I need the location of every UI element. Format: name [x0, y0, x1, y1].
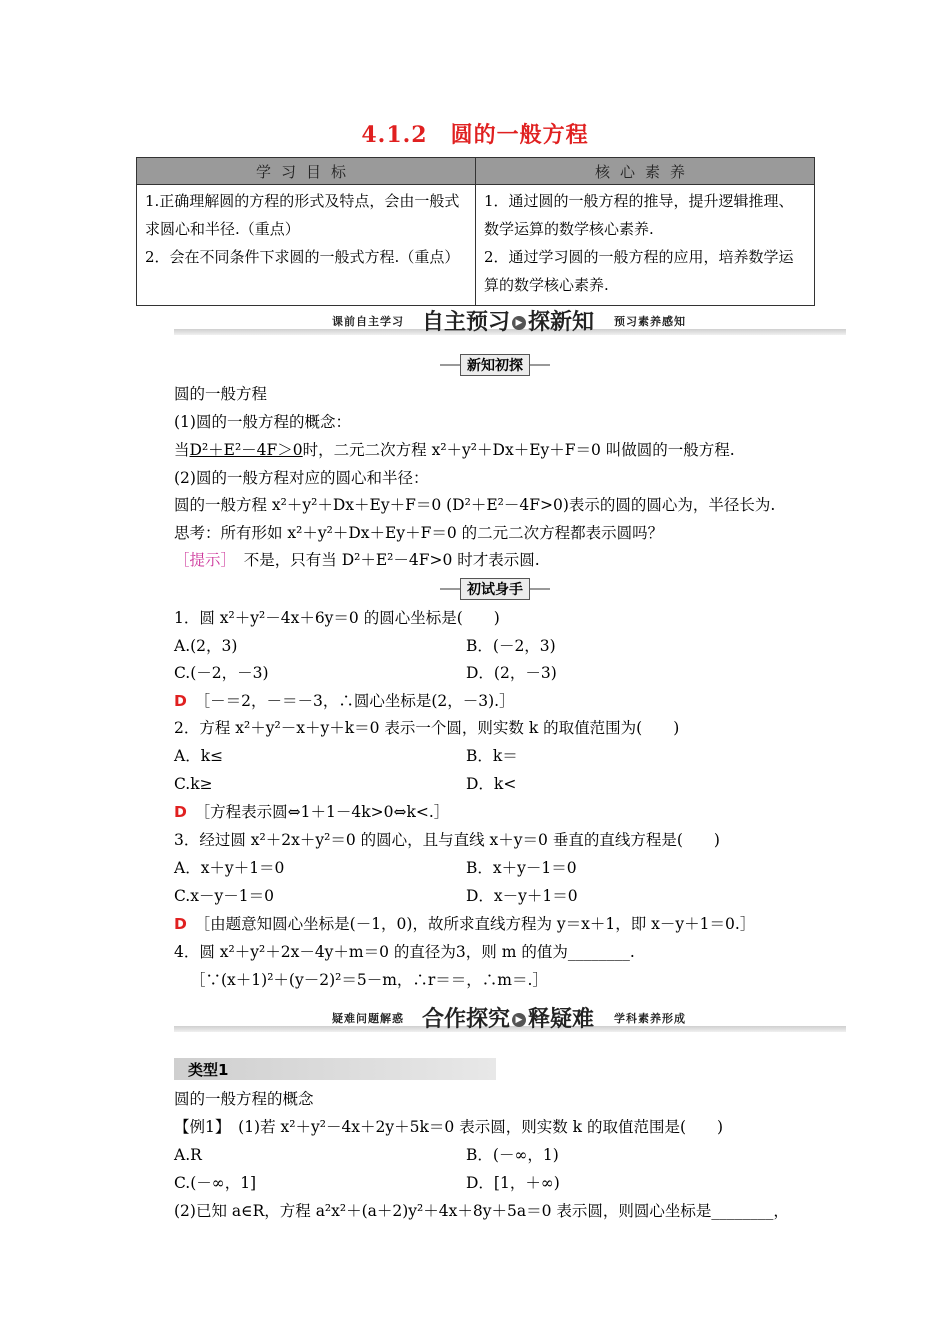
hint-label: ［提示］: [174, 551, 229, 569]
question-4-stem: 4．圆 x²＋y²＋2x－4y＋m＝0 的直径为3，则 m 的值为________.: [174, 943, 635, 961]
example-1-part2: (2)已知 a∈R，方程 a²x²＋(a＋2)y²＋4x＋8y＋5a＝0 表示圆，则圆心坐标是________，: [174, 1202, 789, 1220]
q3-option-d: D．x－y＋1＝0: [466, 887, 578, 905]
q2-answer: [174, 802, 449, 822]
arrow-icon: ▶: [512, 1013, 526, 1027]
banner-left-label: 疑难问题解惑: [332, 1012, 404, 1025]
banner-main-a: 自主预习: [422, 310, 511, 335]
answer-letter: D: [174, 692, 187, 710]
tag-label: 新知初探: [460, 354, 530, 376]
q2-option-d: D．k<: [466, 775, 517, 793]
banner-main-title: [422, 1002, 594, 1033]
type-bar: [174, 1058, 496, 1080]
table-header-literacy: 核心素养: [476, 158, 815, 185]
q2-option-c: C.k≥: [174, 775, 213, 793]
banner-main-a: 合作探究: [422, 1007, 511, 1032]
concept-p2: [174, 440, 735, 460]
goal-item: 2．会在不同条件下求圆的一般式方程.（重点）: [145, 248, 460, 266]
hint-text: 不是，只有当 D²＋E²－4F>0 时才表示圆.: [243, 551, 540, 569]
section-banner-explore: [174, 1002, 846, 1032]
q1-option-d: D．(2，－3): [466, 664, 557, 682]
tag-new-knowledge: [440, 356, 550, 372]
answer-letter: D: [174, 915, 187, 933]
page-title: 4.1.2 圆的一般方程: [361, 122, 589, 148]
banner-left-label: 课前自主学习: [332, 315, 404, 328]
q3-option-b: B．x＋y－1＝0: [466, 859, 577, 877]
example-label: 【例1】: [174, 1118, 223, 1136]
literacy-item: 2．通过学习圆的一般方程的应用，培养数学运算的数学核心素养.: [484, 248, 794, 294]
q1-option-b: B．(－2，3): [466, 637, 556, 655]
concept-p2b: 时，二元二次方程 x²＋y²＋Dx＋Ey＋F＝0 叫做圆的一般方程.: [302, 441, 735, 459]
goal-item: 1.正确理解圆的方程的形式及特点，会由一般式求圆心和半径.（重点）: [145, 192, 460, 238]
type-heading: 圆的一般方程的概念: [174, 1090, 314, 1108]
q4-explanation: ［∵(x＋1)²＋(y－2)²＝5－m，∴r＝＝，∴m＝.］: [190, 971, 548, 989]
answer-explanation: ［由题意知圆心坐标是(－1，0)，故所求直线方程为 y＝x＋1，即 x－y＋1＝0.］: [202, 915, 756, 933]
answer-letter: D: [174, 803, 187, 821]
ex1-option-c: C.(－∞，1]: [174, 1174, 257, 1192]
banner-main-title: [422, 305, 594, 336]
question-3-stem: 3．经过圆 x²＋2x＋y²＝0 的圆心，且与直线 x＋y＝0 垂直的直线方程是( ): [174, 831, 720, 849]
question-1-stem: 1．圆 x²＋y²－4x＋6y＝0 的圆心坐标是( ): [174, 609, 500, 627]
concept-p3: (2)圆的一般方程对应的圆心和半径：: [174, 469, 429, 487]
concept-heading: 圆的一般方程: [174, 385, 268, 403]
objectives-table: [136, 157, 815, 306]
answer-explanation: ［－＝2，－＝－3，∴圆心坐标是(2，－3).］: [202, 692, 515, 710]
think-question: 思考：所有形如 x²＋y²＋Dx＋Ey＋F＝0 的二元二次方程都表示圆吗？: [174, 524, 664, 542]
q3-answer: [174, 914, 755, 934]
q1-answer: [174, 691, 515, 711]
concept-p1: (1)圆的一般方程的概念：: [174, 413, 351, 431]
arrow-icon: ▶: [512, 316, 526, 330]
goals-cell: [137, 185, 476, 306]
literacy-item: 1．通过圆的一般方程的推导，提升逻辑推理、数学运算的数学核心素养.: [484, 192, 794, 238]
ex1-option-b: B．(－∞，1): [466, 1146, 559, 1164]
q2-option-a: A．k≤: [174, 747, 224, 765]
q3-option-c: C.x－y－1＝0: [174, 887, 274, 905]
q1-option-a: A.(2，3): [174, 637, 238, 655]
example-stem-text: (1)若 x²＋y²－4x＋2y＋5k＝0 表示圆，则实数 k 的取值范围是( ): [238, 1118, 724, 1136]
ex1-option-d: D．[1，＋∞): [466, 1174, 560, 1192]
tag-try-yourself: [440, 580, 550, 596]
banner-right-label: 学科素养形成: [614, 1012, 686, 1025]
q1-option-c: C.(－2，－3): [174, 664, 269, 682]
question-2-stem: 2．方程 x²＋y²－x＋y＋k＝0 表示一个圆，则实数 k 的取值范围为( ): [174, 719, 680, 737]
concept-p2a: 当: [174, 441, 190, 459]
type-label: 类型1: [188, 1061, 229, 1079]
banner-main-b: 释疑难: [528, 1007, 595, 1032]
concept-p4: 圆的一般方程 x²＋y²＋Dx＋Ey＋F＝0 (D²＋E²－4F>0)表示的圆的圆心为，半径长为.: [174, 496, 776, 514]
ex1-option-a: A.R: [174, 1146, 202, 1164]
literacy-cell: [476, 185, 815, 306]
q2-option-b: B．k＝: [466, 747, 518, 765]
banner-right-label: 预习素养感知: [614, 315, 686, 328]
q3-option-a: A．x＋y＋1＝0: [174, 859, 285, 877]
answer-explanation: ［方程表示圆⇔1＋1－4k>0⇔k<.］: [202, 803, 450, 821]
hint-line: [174, 550, 540, 570]
example-1-stem: [174, 1117, 723, 1137]
concept-condition: D²＋E²－4F＞0: [189, 441, 303, 459]
table-header-goals: 学习目标: [137, 158, 476, 185]
tag-label: 初试身手: [460, 578, 530, 600]
section-banner-preview: [174, 305, 846, 335]
banner-main-b: 探新知: [528, 310, 595, 335]
